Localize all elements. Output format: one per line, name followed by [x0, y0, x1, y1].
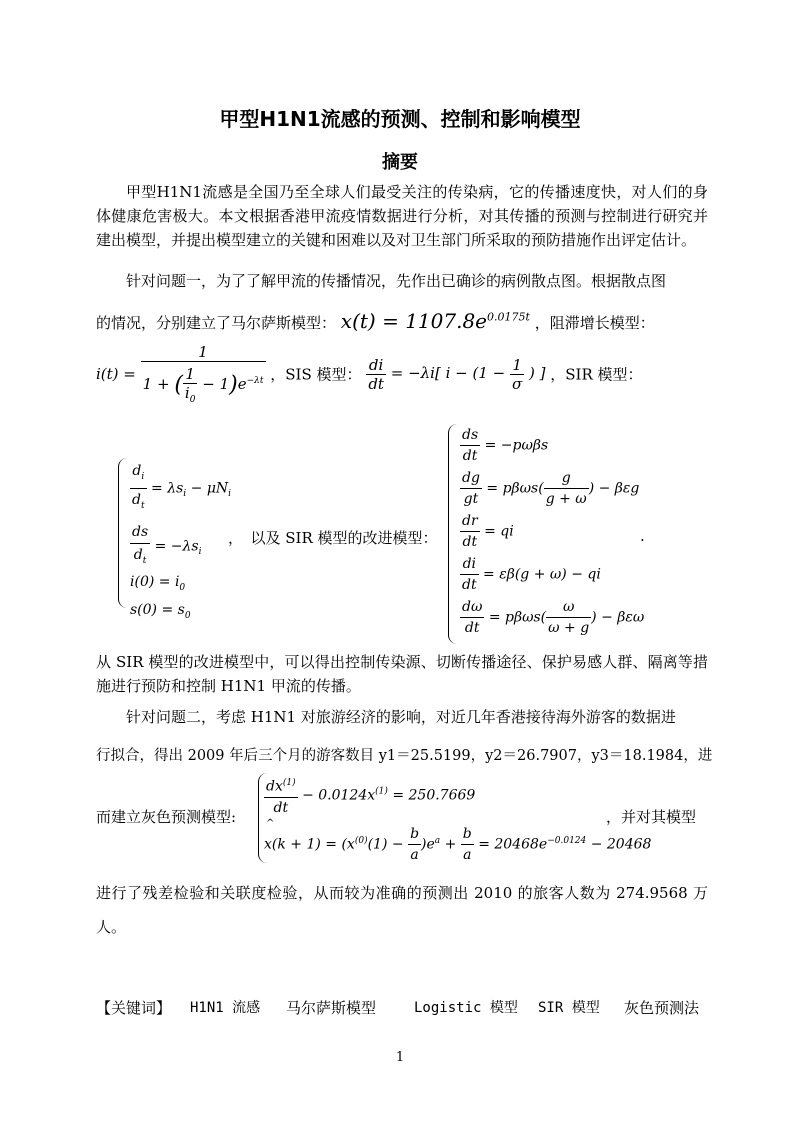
malthus-equation: $x(t) = 1107.8e^{0.0175t}$ [340, 309, 530, 333]
sis-label: ，SIS 模型： [270, 365, 362, 384]
grey-model-label: 而建立灰色预测模型: [96, 808, 237, 826]
logistic-equation: i(t) = 1 1 + ( $\frac{1}{i_0}$ − $1)e^{-\lambda t}$ [96, 343, 264, 405]
abstract-heading: 摘要 [382, 152, 418, 173]
keyword-3: Logistic 模型 [414, 1000, 518, 1016]
keyword-1: H1N1 流感 [190, 1000, 261, 1016]
paragraph-2-line-1: 针对问题一，为了了解甲流的传播情况，先作出已确诊的病例散点图。根据散点图 [126, 272, 667, 290]
sir-system-brace [118, 458, 127, 608]
sir-system: $\frac{d_i}{d_t}$ = $\lambda s_i - \mu N_i$ $\frac{ds}{d_t}$ = $-\lambda s_i$ $i(0) = i_0$ $s(0) = s_0$ [130, 460, 231, 627]
page-number: 1 [395, 1050, 405, 1065]
sis-equation: $\frac{di}{dt}$ = −λi[ i − (1 − $\frac{1}{\sigma}$ ) ] [368, 355, 546, 393]
improved-model-label: ， 以及 SIR 模型的改进模型： [228, 529, 438, 547]
paragraph-4-line-2: 行拟合，得出 2009 年后三个月的游客数目 y1＝25.5199，y2＝26.7907，y3＝18.1984，进 [96, 748, 713, 764]
paragraph-2-line-2 [96, 309, 655, 333]
keyword-2: 马尔萨斯模型 [286, 999, 377, 1017]
abstract-paragraph-5: 进行了残差检验和关联度检验，从而较为准确的预测出 2010 的旅客人数为 274.9568 万人。 [96, 884, 708, 936]
sir-label: ，SIR 模型： [550, 365, 643, 384]
improved-system-brace [448, 424, 457, 644]
improved-model-end: . [640, 527, 645, 545]
keyword-5: 灰色预测法 [624, 999, 700, 1017]
paragraph-2-text-a: 的情况，分别建立了马尔萨斯模型： [96, 314, 337, 332]
abstract-paragraph-1: 甲型H1N1流感是全国乃至全球人们最受关注的传染病，它的传播速度快，对人们的身体健康危害极大。本文根据香港甲流疫情数据进行分析，对其传播的预测与控制进行研究并建出模型，并提出模型建立的关键和困难以及对卫生部门所采取的预防措施作出评定估计。 [96, 183, 708, 249]
keyword-4: SIR 模型 [538, 1000, 600, 1016]
grey-system: $\frac{dx^{(1)}}{dt}$ − $0.0124x^{(1)} = 250.7669$ ^ $x(k + 1) = (x^{(0)}(1)$ − $\frac{b}{a}$ )$e^a$ + $\frac{b}{a}$ = $20468e^{-0.0124} - 20468$ [264, 773, 651, 865]
paper-title: 甲型H1N1流感的预测、控制和影响模型 [219, 107, 581, 131]
logistic-sis-line [96, 343, 643, 405]
abstract-paragraph-3: 从 SIR 模型的改进模型中，可以得出控制传染源、切断传播途径、保护易感人群、隔离等措施进行预防和控制 H1N1 甲流的传播。 [96, 653, 708, 695]
paragraph-4-line-1: 针对问题二，考虑 H1N1 对旅游经济的影响，对近几年香港接待海外游客的数据进 [126, 708, 676, 726]
keywords-label: 【关键词】 [96, 999, 172, 1017]
paragraph-2-text-b: ，阻滞增长模型： [534, 314, 655, 332]
improved-system: $\frac{ds}{dt}$ = −pωβs $\frac{dg}{gt}$ = pβωs( $\frac{g}{g + \omega}$ ) − βεg $\frac{dr}{dt}$ = qi $\frac{di}{dt}$ = εβ(g + ω) − qi $\frac{d\omega}{dt}$ = pβωs( $\frac{\omega}{\omega + g}$ ) − βεω [462, 427, 645, 636]
grey-model-after: ，并对其模型 [606, 808, 697, 826]
